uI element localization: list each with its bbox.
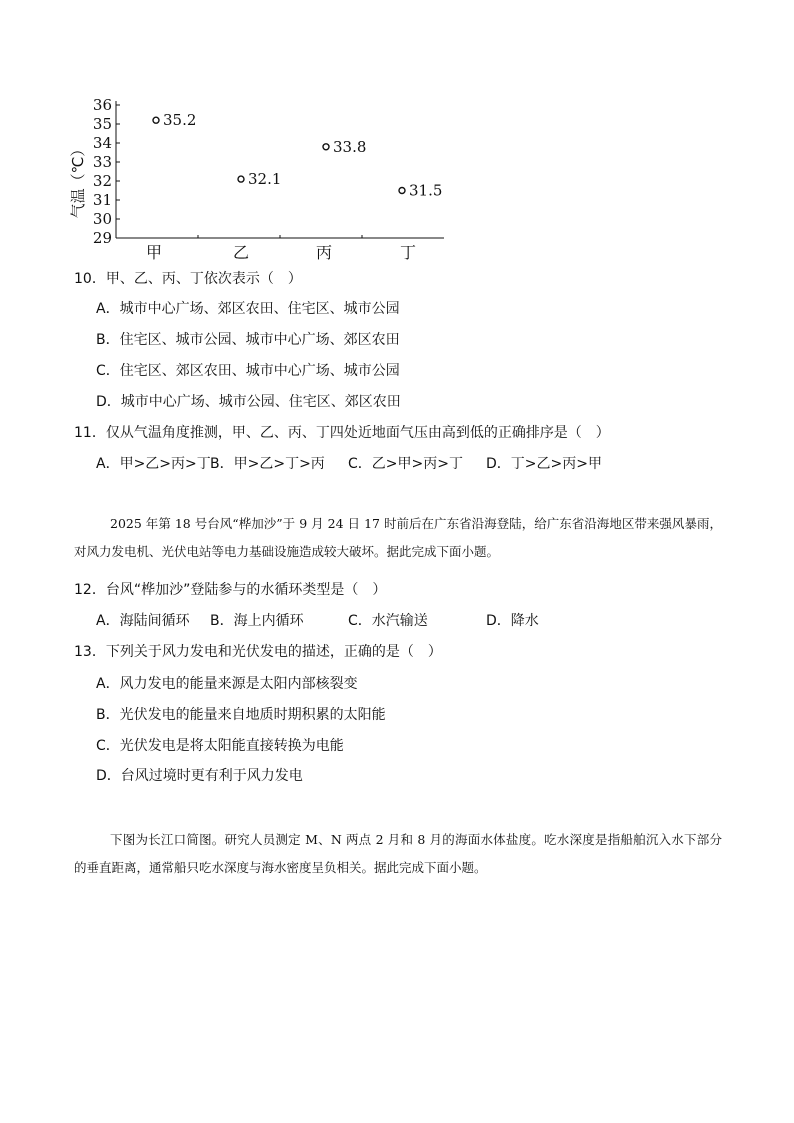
question-10-option-b: B．住宅区、城市公园、城市中心广场、郊区农田 (96, 332, 400, 348)
y-tick-label: 32 (92, 172, 112, 190)
y-tick-label: 35 (92, 115, 112, 133)
question-10-option-c: C．住宅区、郊区农田、城市中心广场、城市公园 (96, 363, 400, 379)
question-12-option-d: D．降水 (486, 613, 539, 629)
y-axis-label: 气温（℃） (69, 141, 87, 219)
question-13-option-b: B．光伏发电的能量来自地质时期积累的太阳能 (96, 707, 386, 723)
temperature-chart (0, 0, 794, 270)
y-tick-label: 36 (92, 96, 112, 114)
question-13-option-c: C．光伏发电是将太阳能直接转换为电能 (96, 738, 344, 754)
question-10-stem: 10．甲、乙、丙、丁依次表示（ ） (74, 271, 302, 287)
yangtze-estuary-passage: 下图为长江口简图。研究人员测定 M、N 两点 2 月和 8 月的海面水体盐度。吃水深度是指船舶沉入水下部分的垂直距离，通常船只吃水深度与海水密度呈负相关。据此完成下面小题。 (74, 832, 722, 875)
question-10-option-d: D．城市中心广场、城市公园、住宅区、郊区农田 (96, 394, 401, 410)
question-11-option-a: A．甲>乙>丙>丁 (96, 456, 211, 472)
y-axis (93, 96, 120, 247)
x-tick-label: 乙 (232, 243, 250, 262)
question-13-option-a: A．风力发电的能量来源是太阳内部核裂变 (96, 676, 358, 692)
typhoon-passage: 2025 年第 18 号台风“桦加沙”于 9 月 24 日 17 时前后在广东省沿海登陆，给广东省沿海地区带来强风暴雨，对风力发电机、光伏电站等电力基础设施造成较大破坏。据此完成下面小题。 (74, 516, 722, 559)
y-tick-label: 33 (92, 153, 112, 171)
question-11-option-b: B．甲>乙>丁>丙 (210, 456, 325, 472)
question-12-option-c: C．水汽输送 (348, 613, 428, 629)
x-tick-label: 丙 (315, 243, 333, 262)
data-label: 33.8 (333, 137, 367, 156)
question-13-stem: 13．下列关于风力发电和光伏发电的描述，正确的是（ ） (74, 644, 442, 660)
y-tick-label: 29 (92, 229, 112, 247)
question-11-stem: 11．仅从气温角度推测，甲、乙、丙、丁四处近地面气压由高到低的正确排序是（ ） (74, 425, 610, 441)
y-tick-label: 34 (92, 134, 112, 152)
y-tick-label: 31 (92, 191, 112, 209)
data-point (323, 144, 329, 150)
x-axis (116, 235, 444, 262)
x-tick-label: 甲 (145, 243, 163, 262)
data-points (153, 111, 442, 199)
y-tick-label: 30 (92, 210, 112, 228)
question-12-stem: 12．台风“桦加沙”登陆参与的水循环类型是（ ） (74, 582, 387, 598)
x-tick-label: 丁 (399, 243, 417, 262)
data-label: 31.5 (409, 181, 443, 200)
question-11-option-d: D．丁>乙>丙>甲 (486, 456, 602, 472)
question-11-option-c: C．乙>甲>丙>丁 (348, 456, 463, 472)
question-10-option-a: A．城市中心广场、郊区农田、住宅区、城市公园 (96, 301, 400, 317)
data-point (238, 176, 244, 182)
data-point (153, 117, 159, 123)
question-12-option-b: B．海上内循环 (210, 613, 304, 629)
data-point (399, 188, 405, 194)
question-12-option-a: A．海陆间循环 (96, 613, 190, 629)
question-13-option-d: D．台风过境时更有利于风力发电 (96, 768, 303, 784)
data-label: 35.2 (163, 111, 197, 130)
data-label: 32.1 (248, 170, 282, 189)
